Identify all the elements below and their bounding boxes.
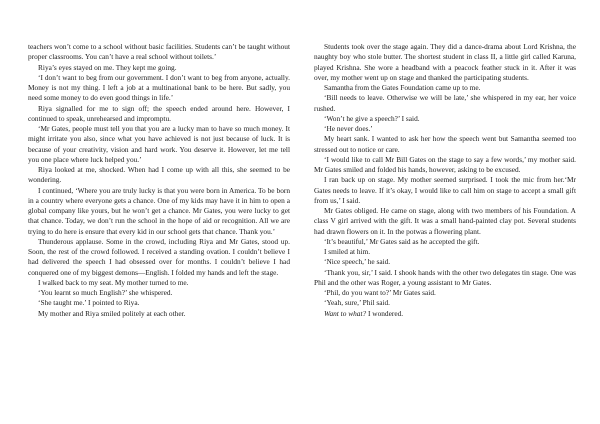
paragraph: ‘Mr Gates, people must tell you that you are a lucky man to have so much money. It might irritate you also, since what you have achieved is not just because of luck. It is because of your creativity, vision and hard work. You deserve it. However, let me tell you one place where luck helped you.’ [28,124,290,164]
italic-thought: Want to what? [324,308,367,318]
paragraph: ‘Won’t he give a speech?’ I said. [324,113,420,123]
paragraph: I continued, ‘Where you are truly lucky is that you were born in America. To be born in a country where everyone gets a chance. One of my kids may have it in him to open a global company like yours, but he won’t get a chance. Mr Gates, you were lucky to get that chance. Today, we don’t run the school in the hope of aid or recognition. All we are trying to do here is ensure that every kid in our school gets that chance. Thank you.’ [28,185,290,236]
paragraph-final [314,309,576,319]
paragraph: ‘He never does.’ [324,124,373,133]
paragraph: ‘Phil, do you want to?’ Mr Gates said. [324,288,436,297]
paragraph: teachers won’t come to a school without basic facilities. Students can’t be taught without proper classrooms. You can’t have a real school without toilets.’ [28,42,290,62]
paragraph: ‘You learnt so much English?’ she whispered. [38,288,173,297]
paragraph: ‘Bill needs to leave. Otherwise we will be late,’ she whispered in my ear, her voice rushed. [314,93,576,113]
left-page-column [28,42,290,319]
paragraph: Mr Gates obliged. He came on stage, along with two members of his Foundation. A class V girl arrived with the gift. It was a small hand-painted clay pot. Several students had drawn flowers on it. In the potwas a flowering plant. [314,206,576,236]
paragraph: My heart sank. I wanted to ask her how the speech went but Samantha seemed too stressed out to notice or care. [314,134,576,154]
thought-tail: I wondered. [366,308,404,318]
paragraph: I ran back up on stage. My mother seemed surprised. I took the mic from her.‘Mr Gates needs to leave. If it’s okay, I would like to call him on stage to accept a small gift from us,’ I said. [314,175,576,205]
paragraph: ‘Yeah, sure,’ Phil said. [324,298,391,308]
paragraph: ‘She taught me.’ I pointed to Riya. [38,298,140,308]
paragraph: I smiled at him. [324,247,371,256]
paragraph: Students took over the stage again. They did a dance-drama about Lord Krishna, the naughty boy who stole butter. The shortest student in class II, a little girl called Karuna, played Krishna. She wore a headband with a peacock feather stuck in it. After it was over, my mother went up on stage and thanked the participating students. [314,42,576,82]
paragraph: ‘Nice speech,’ he said. [324,257,391,267]
paragraph: Riya’s eyes stayed on me. They kept me going. [38,62,177,72]
paragraph: ‘It’s beautiful,’ Mr Gates said as he accepted the gift. [324,236,480,246]
paragraph: My mother and Riya smiled politely at each other. [38,308,186,318]
paragraph: ‘I would like to call Mr Bill Gates on the stage to say a few words,’ my mother said. Mr Gates smiled and folded his hands, however, asking to be excused. [314,154,576,174]
paragraph: Thunderous applause. Some in the crowd, including Riya and Mr Gates, stood up. Soon, the rest of the crowd followed. I received a standing ovation. I couldn’t believe I had delivered the speech I had obsessed over for months. I couldn’t believe I had conquered one of my biggest demons—English. I folded my hands and left the stage. [28,236,290,277]
paragraph: ‘Thank you, sir,’ I said. I shook hands with the other two delegates tin stage. One was Phil and the other was Roger, a young assistant to Mr Gates. [314,267,576,287]
paragraph: I walked back to my seat. My mother turned to me. [38,277,189,287]
paragraph: Samantha from the Gates Foundation came up to me. [324,83,481,92]
paragraph: Riya looked at me, shocked. When had I come up with all this, she seemed to be wondering. [28,165,290,185]
paragraph: ‘I don’t want to beg from our government. I don’t want to beg from anyone, actually. Money is not my thing. I left a job at a multinational bank to be here. But sadly, you need some money to do even good things in life.’ [28,72,290,103]
right-page-column [314,42,576,319]
paragraph: Riya signalled for me to sign off; the speech ended around here. However, I continued to speak, unrehearsed and impromptu. [28,103,290,123]
